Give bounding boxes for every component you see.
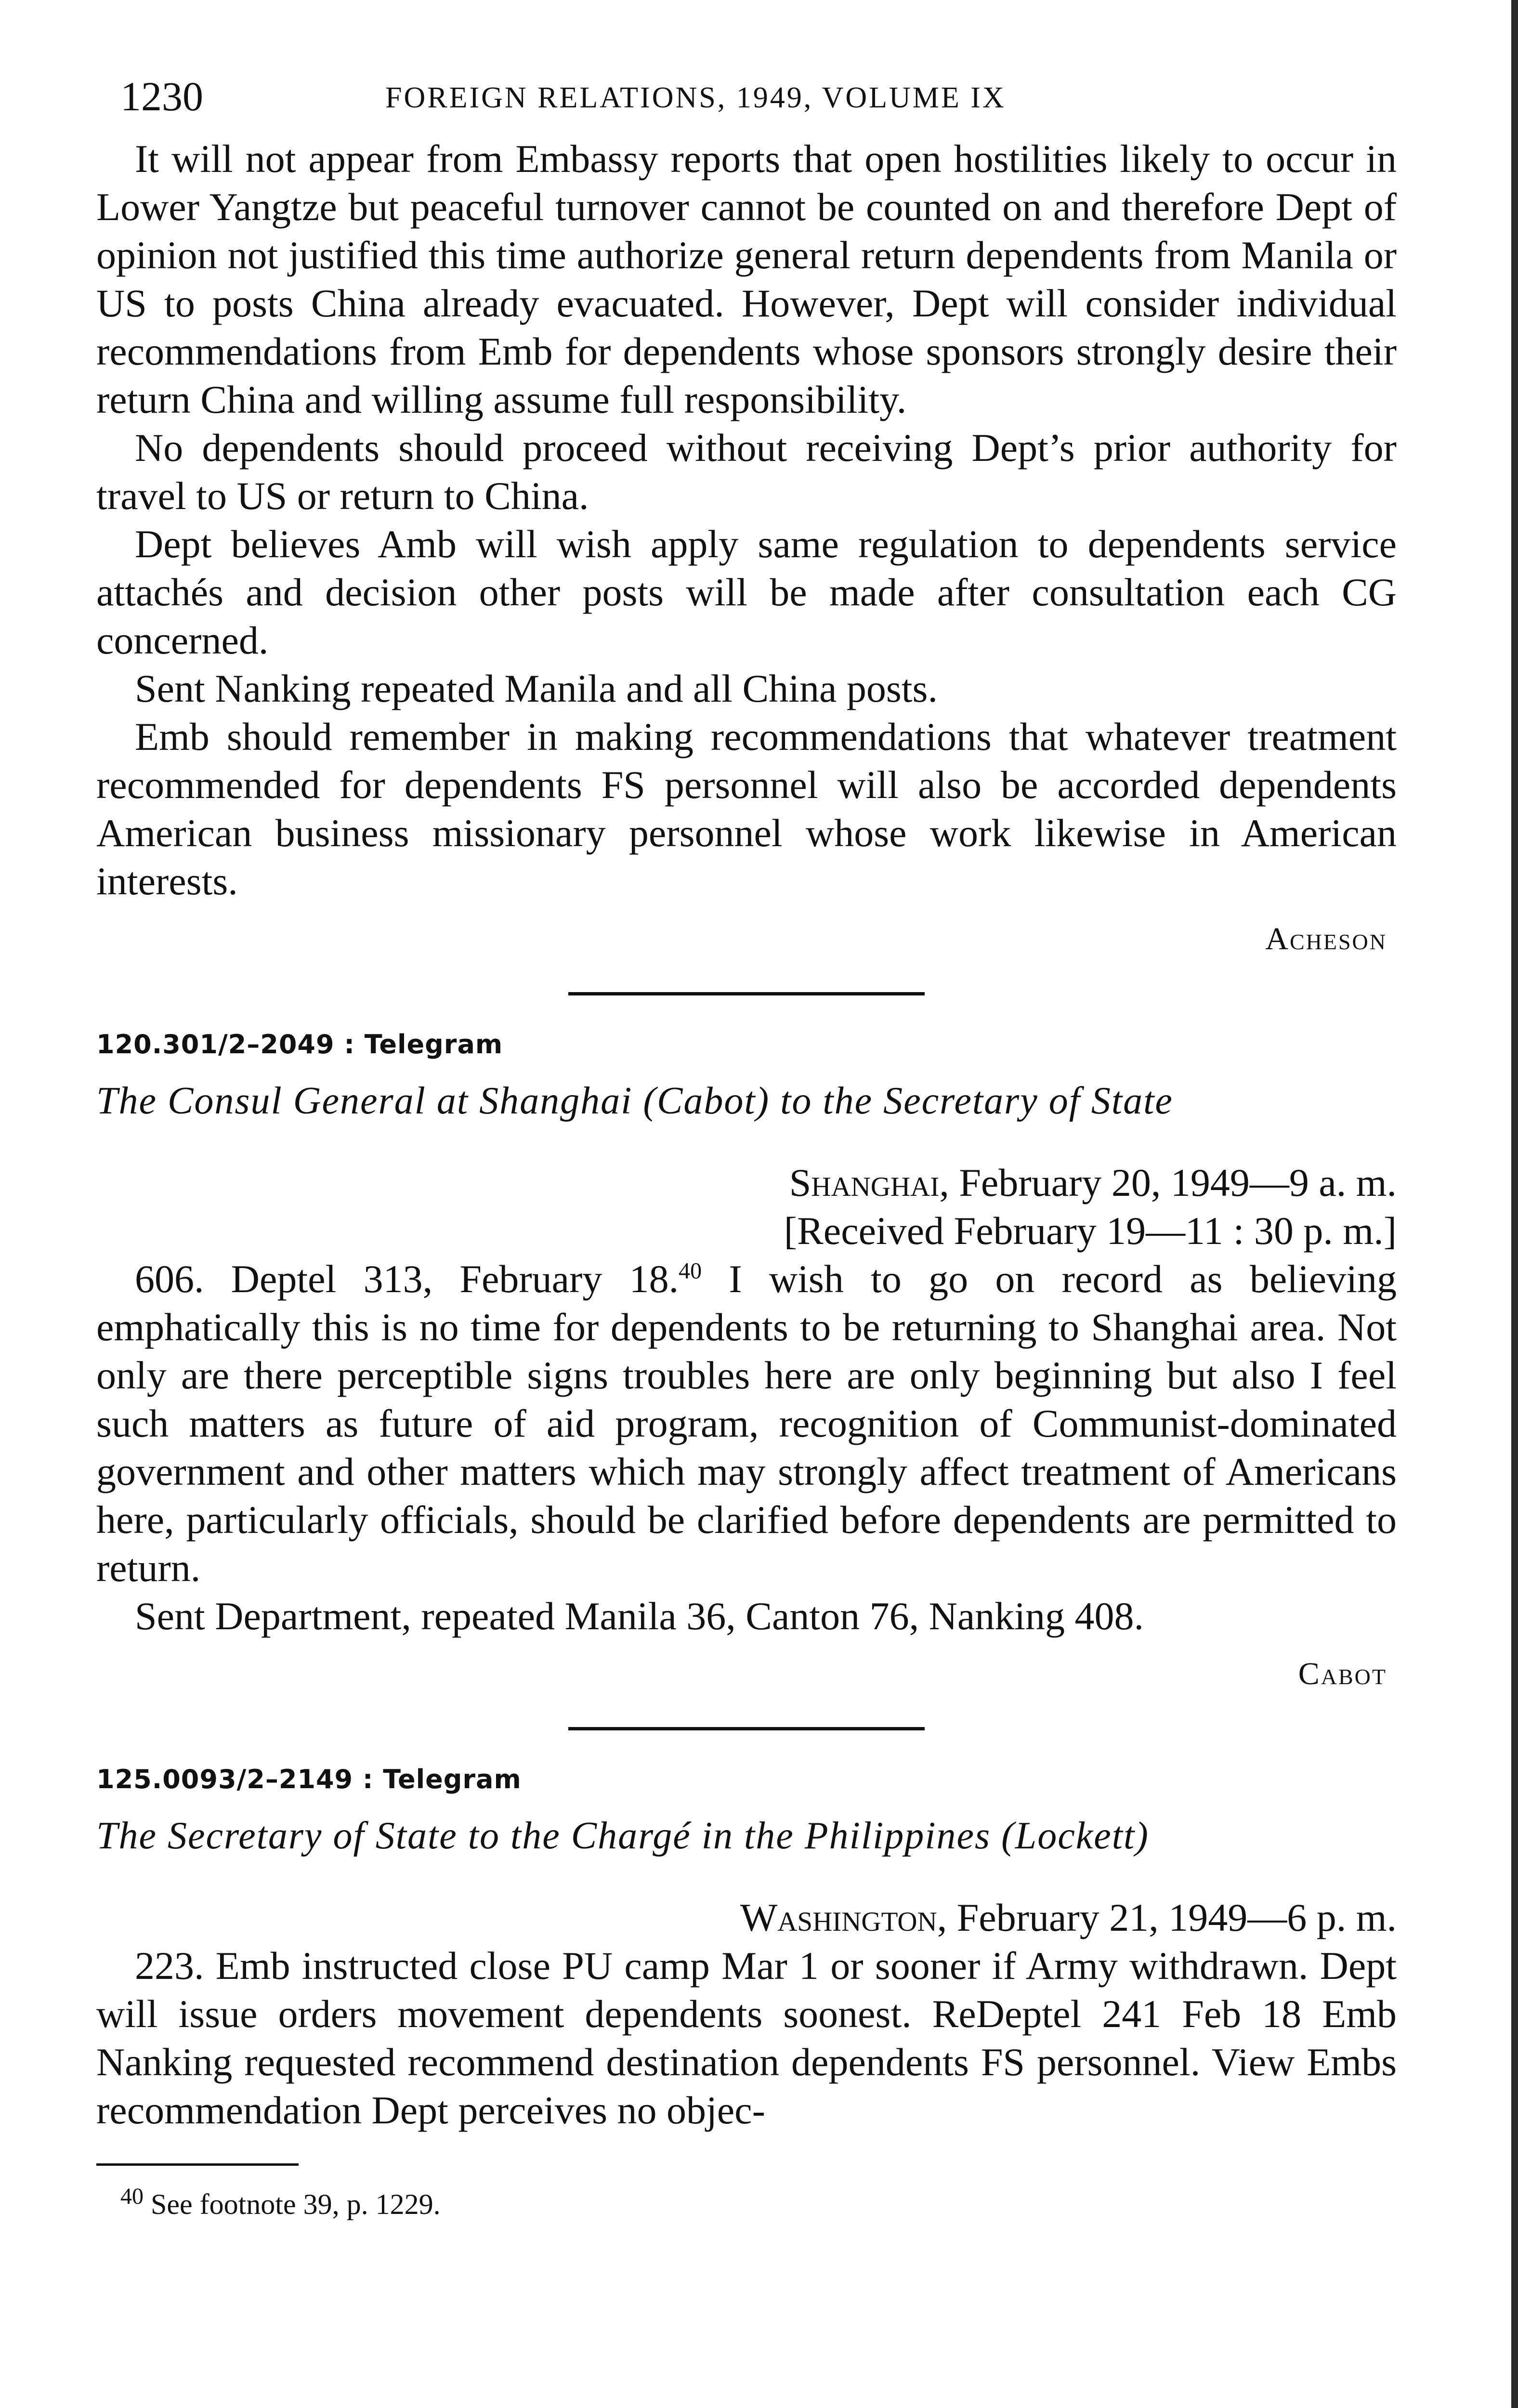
- document-page: [96, 67, 1397, 2224]
- dateline-place: Shanghai: [789, 1161, 940, 1204]
- received-line: [Received February 19—11 : 30 p. m.]: [784, 1209, 1397, 1253]
- paragraph: No dependents should proceed without receiving Dept’s prior authority for travel to US or return to China.: [96, 426, 1397, 518]
- signature-acheson: Acheson: [1265, 921, 1387, 956]
- dateline-place: Washington: [740, 1896, 937, 1939]
- paragraph: Emb should remember in making recommendations that whatever treatment recommended for dependents FS personnel will also be accorded dependents American business missionary personnel whose work likewise in American interests.: [96, 715, 1397, 903]
- paragraph: [96, 1255, 1397, 1592]
- document-title: The Consul General at Shanghai (Cabot) to the Secretary of State: [96, 1080, 1173, 1122]
- footnote-ref[interactable]: 40: [679, 1258, 702, 1284]
- signature-cabot: Cabot: [1298, 1656, 1387, 1691]
- section-telegram-cabot: [96, 1029, 1397, 1698]
- footnote: [120, 2185, 1397, 2224]
- section-divider: [568, 992, 925, 995]
- dateline-date: , February 21, 1949—6 p. m.: [937, 1896, 1397, 1939]
- footnote-number: 40: [120, 2184, 144, 2209]
- running-head: [96, 67, 1397, 135]
- running-title: FOREIGN RELATIONS, 1949, VOLUME IX: [385, 81, 1006, 114]
- file-number: 120.301/2–2049 : Telegram: [96, 1029, 503, 1060]
- section-divider: [568, 1727, 925, 1730]
- paragraph: 223. Emb instructed close PU camp Mar 1 or sooner if Army withdrawn. Dept will issue orders movement dependents soonest. ReDeptel 241 Feb 18 Emb Nanking requested recommend destination dependents FS personnel. View Embs recommendation Dept perceives no objec-: [96, 1944, 1397, 2132]
- dateline-date: , February 20, 1949—9 a. m.: [939, 1161, 1397, 1204]
- dateline: [96, 1159, 1397, 1207]
- paragraph-rest: I wish to go on record as believing emphatically this is no time for dependents to be returning to Shanghai area. Not only are there perceptible signs troubles here are only beginning but also I feel such matters as future of aid program, recognition of Communist-dominated government and other matters which may strongly affect treatment of Americans here, particularly officials, should be clarified before dependents are permitted to return.: [96, 1257, 1397, 1590]
- footnote-text: See footnote 39, p. 1229.: [144, 2188, 441, 2220]
- dateline: [96, 1894, 1397, 1942]
- document-title: The Secretary of State to the Chargé in the Philippines (Lockett): [96, 1815, 1149, 1857]
- scan-edge: [1511, 0, 1518, 2408]
- paragraph: Dept believes Amb will wish apply same regulation to dependents service attachés and decision other posts will be made after consultation each CG concerned.: [96, 522, 1397, 662]
- footnote-divider: [96, 2163, 299, 2166]
- paragraph: It will not appear from Embassy reports that open hostilities likely to occur in Lower Yangtze but peaceful turnover cannot be counted on and therefore Dept of opinion not justified this time authorize general return dependents from Manila or US to posts China already evacuated. However, Dept will consider individual recommendations from Emb for dependents whose sponsors strongly desire their return China and willing assume full responsibility.: [96, 137, 1397, 421]
- paragraph: Sent Department, repeated Manila 36, Canton 76, Nanking 408.: [135, 1594, 1144, 1638]
- paragraph-start: 606. Deptel 313, February 18.: [135, 1257, 679, 1301]
- page-number: 1230: [120, 73, 203, 119]
- file-number: 125.0093/2–2149 : Telegram: [96, 1764, 522, 1794]
- section-telegram-lockett: [96, 1764, 1397, 2134]
- section-continuation: [96, 135, 1397, 963]
- paragraph: Sent Nanking repeated Manila and all China posts.: [135, 667, 938, 710]
